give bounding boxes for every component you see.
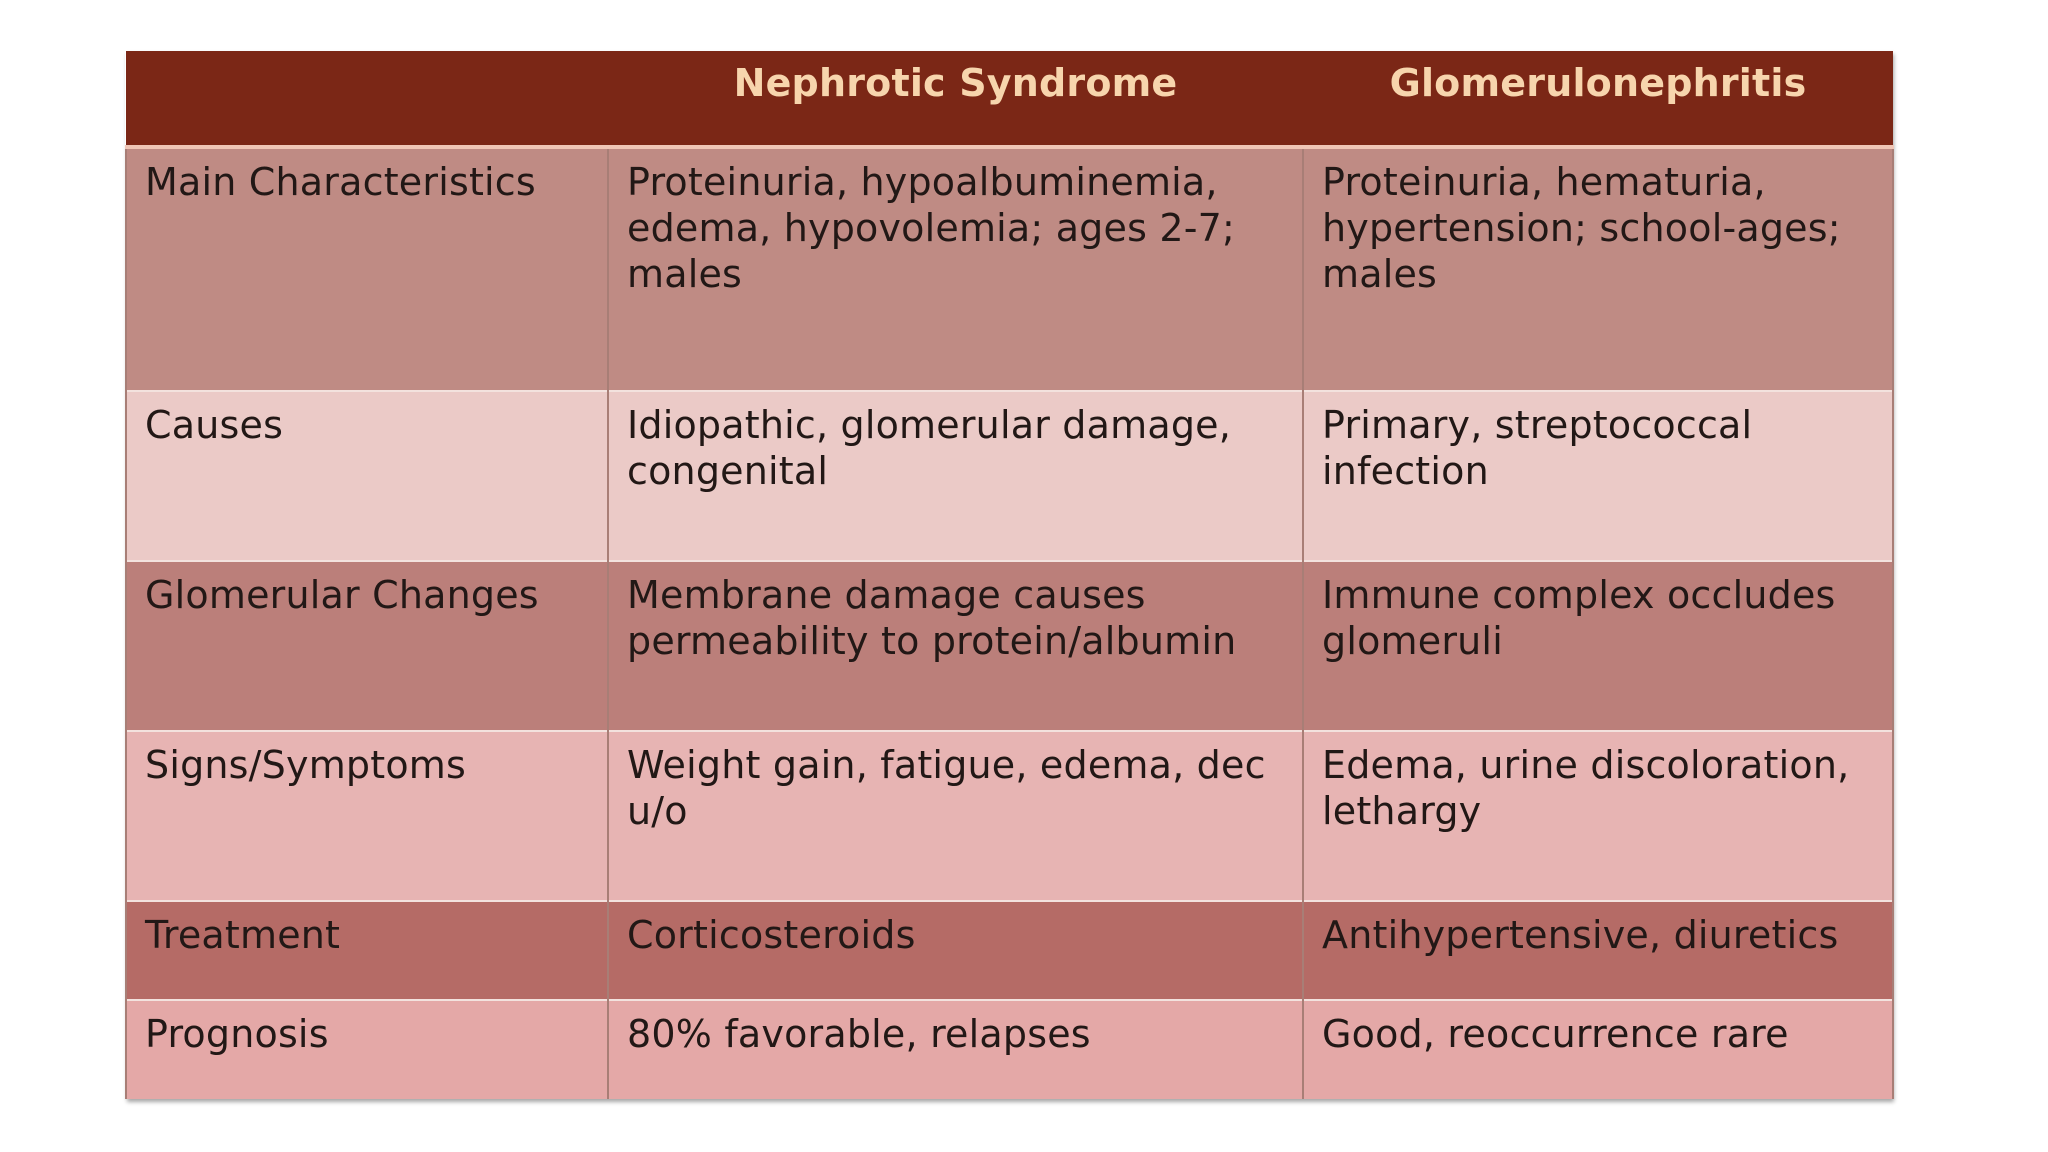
comparison-table — [125, 51, 1894, 1099]
table-row-glomerular-changes — [126, 561, 1893, 731]
nephrotic-cell: Corticosteroids — [608, 901, 1303, 1000]
glomerulonephritis-cell: Good, reoccurrence rare — [1303, 1000, 1893, 1099]
nephrotic-cell: 80% favorable, relapses — [608, 1000, 1303, 1099]
nephrotic-cell: Weight gain, fatigue, edema, dec u/o — [608, 731, 1303, 901]
glomerulonephritis-cell: Immune complex occludes glomeruli — [1303, 561, 1893, 731]
row-label-cell: Glomerular Changes — [126, 561, 608, 731]
row-label-cell: Signs/Symptoms — [126, 731, 608, 901]
glomerulonephritis-cell: Proteinuria, hematuria, hypertension; school-ages; males — [1303, 147, 1893, 391]
table-row-signs-symptoms — [126, 731, 1893, 901]
nephrotic-cell: Membrane damage causes permeability to protein/albumin — [608, 561, 1303, 731]
glomerulonephritis-cell: Primary, streptococcal infection — [1303, 391, 1893, 561]
table-row-causes — [126, 391, 1893, 561]
nephrotic-cell: Idiopathic, glomerular damage, congenital — [608, 391, 1303, 561]
nephrotic-cell: Proteinuria, hypoalbuminemia, edema, hypovolemia; ages 2-7; males — [608, 147, 1303, 391]
row-label-cell: Main Characteristics — [126, 147, 608, 391]
table-row-prognosis — [126, 1000, 1893, 1099]
row-label-cell: Causes — [126, 391, 608, 561]
table-row-main-characteristics — [126, 147, 1893, 391]
row-label-cell: Treatment — [126, 901, 608, 1000]
row-label-cell: Prognosis — [126, 1000, 608, 1099]
table-row-treatment — [126, 901, 1893, 1000]
header-glomerulonephritis: Glomerulonephritis — [1303, 51, 1893, 147]
table-header-row — [126, 51, 1893, 147]
glomerulonephritis-cell: Edema, urine discoloration, lethargy — [1303, 731, 1893, 901]
header-empty-cell — [126, 51, 608, 147]
comparison-table-container — [125, 51, 1892, 1099]
header-nephrotic-syndrome: Nephrotic Syndrome — [608, 51, 1303, 147]
glomerulonephritis-cell: Antihypertensive, diuretics — [1303, 901, 1893, 1000]
